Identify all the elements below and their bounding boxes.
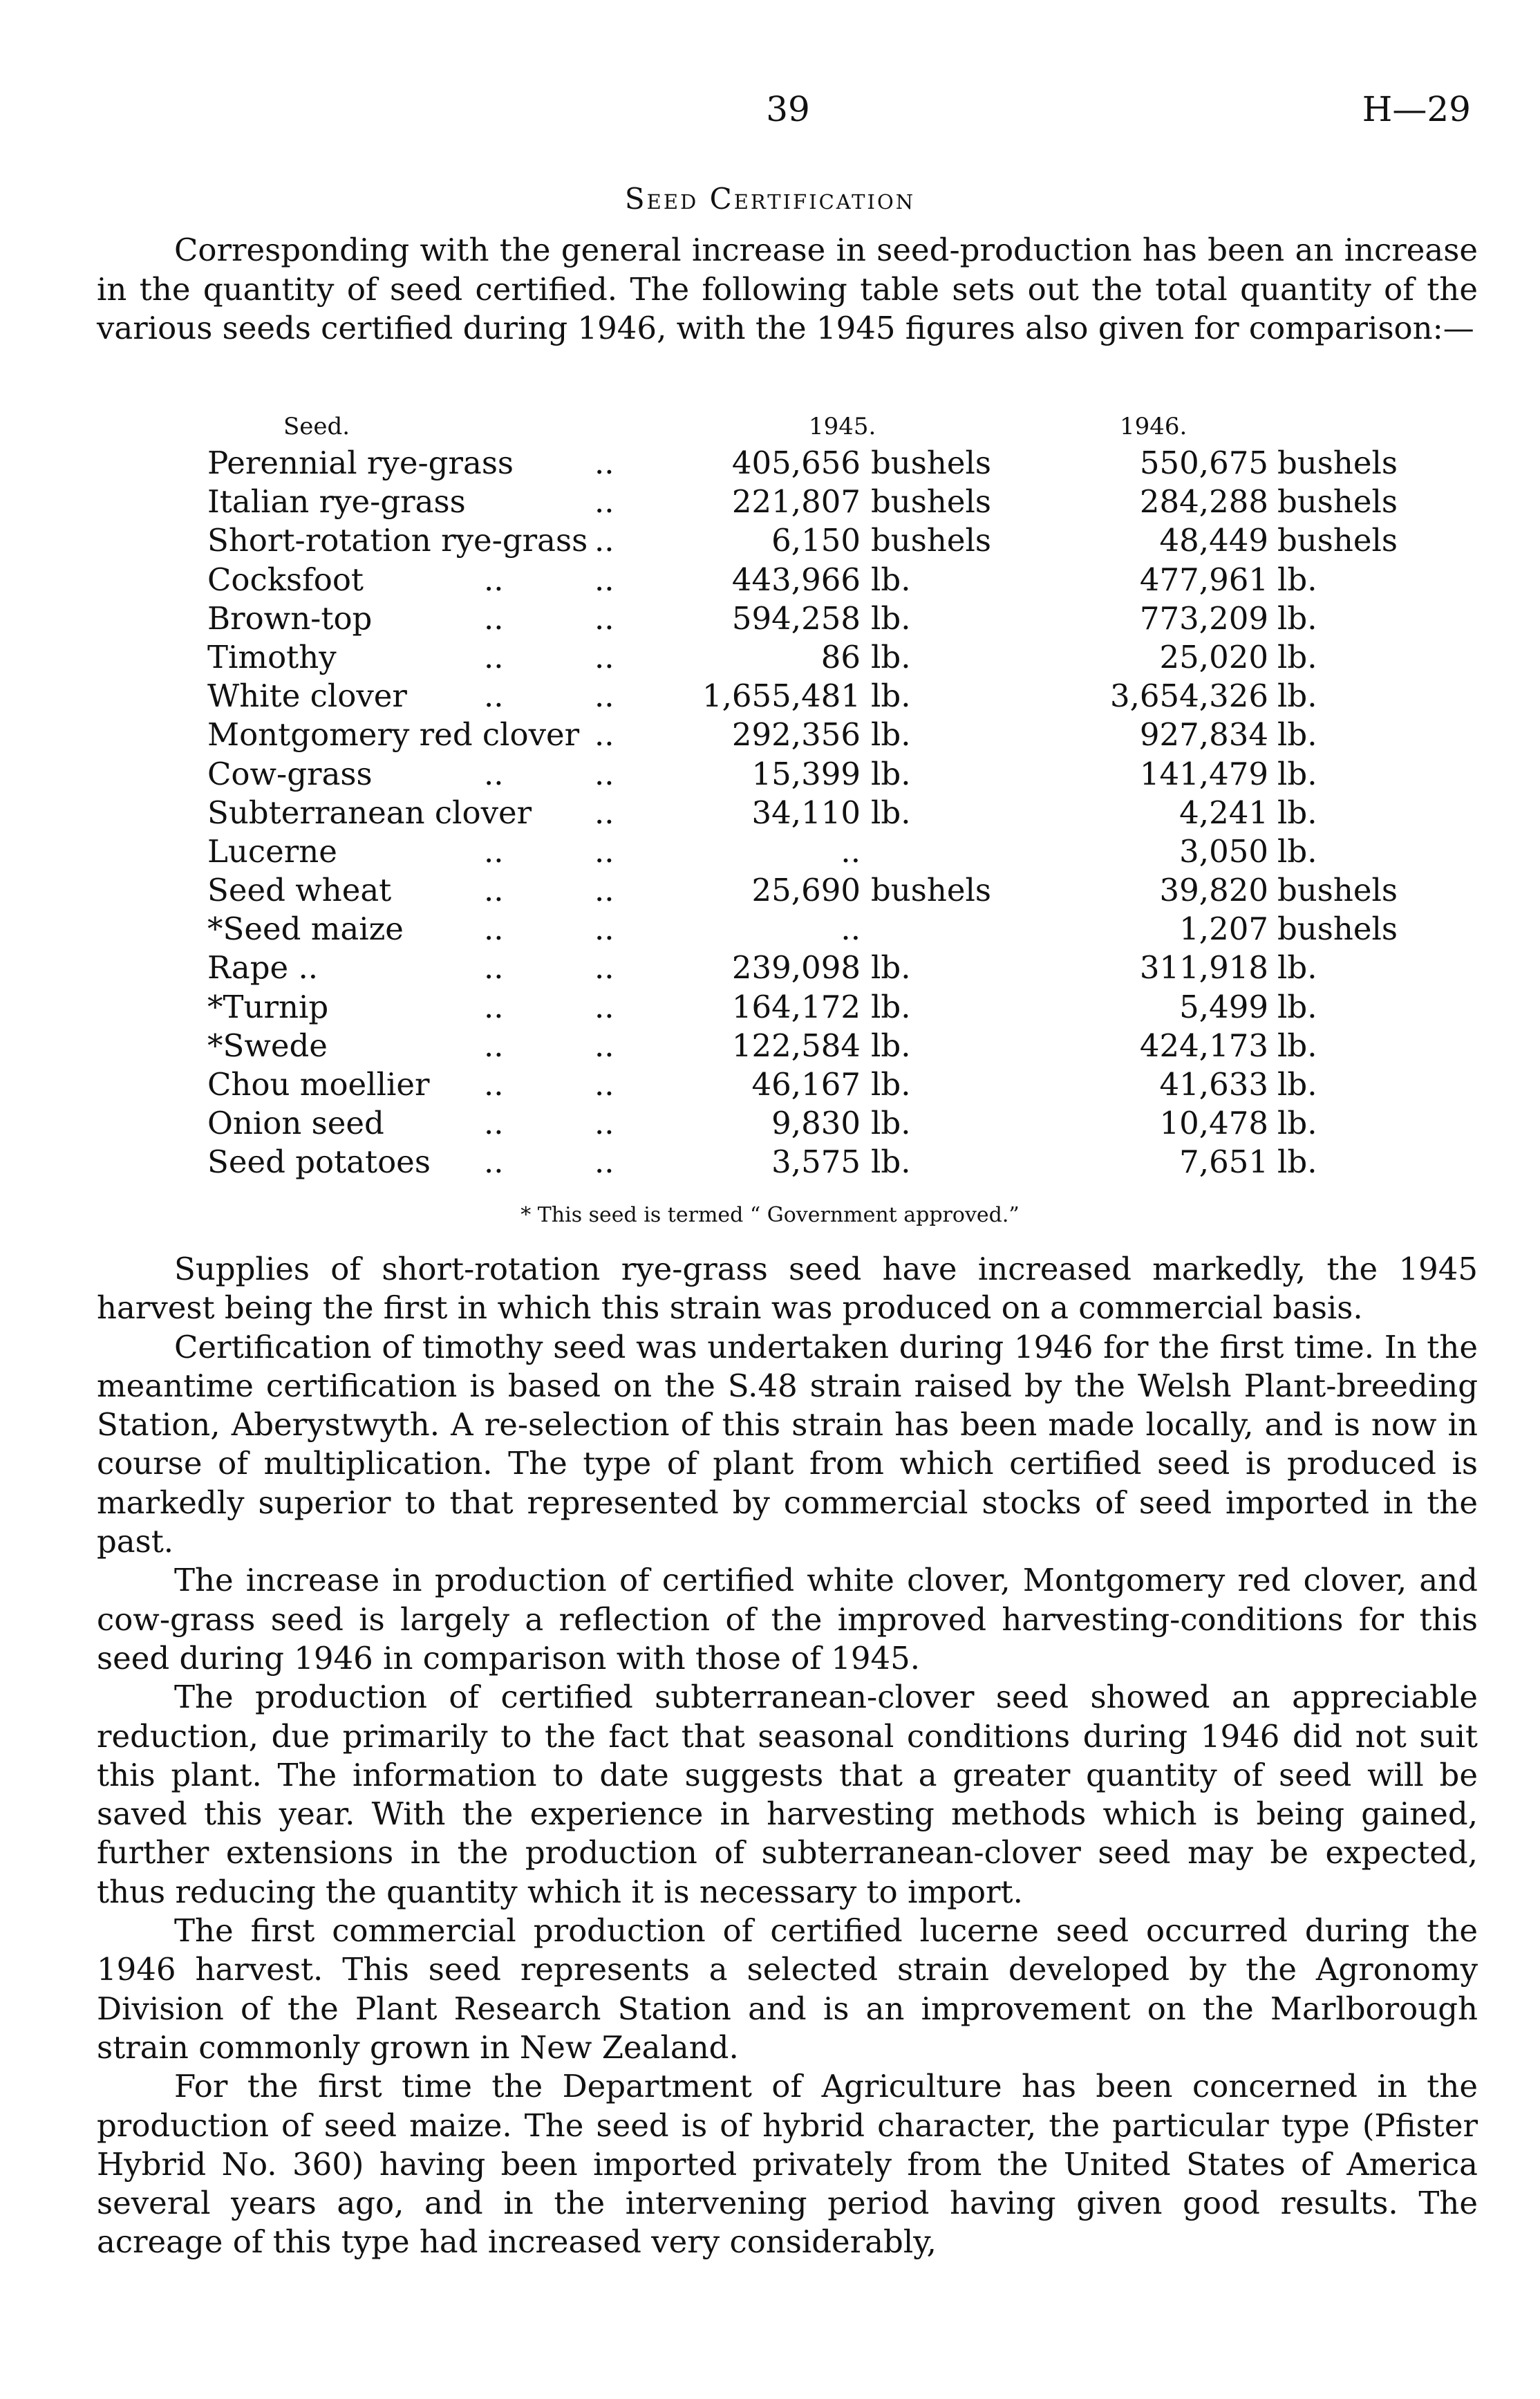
table-body <box>207 444 1398 1182</box>
paragraph-subterranean-clover: The production of certified subterranean-clover seed showed an appreciable reduction, due primarily to the fact that seasonal conditions during 1946 did not suit this plant. The information to date suggests that a greater quantity of seed will be saved this year. With the experience in harvesting methods which is being gained, further extensions in the production of subterranean-clover seed may be expected, thus reducing the quantity which it is necessary to import. <box>97 1679 1478 1910</box>
value-1946-cell: 4,241 <box>1179 794 1268 831</box>
unit-1945-cell: lb. <box>871 1144 911 1181</box>
value-1945-cell: 9,830 <box>771 1105 861 1142</box>
paragraph-short-rotation: Supplies of short-rotation rye-grass seed have increased markedly, the 1945 harvest being the first in which this strain was produced on a commercial basis. <box>97 1251 1478 1327</box>
leader-dots: .. <box>594 561 614 598</box>
intro-paragraph: Corresponding with the general increase in seed-production has been an increase in the quantity of seed certified. The following table sets out the total quantity of the various seeds certified during 1946, with the 1945 figures also given for comparison:— <box>97 232 1478 346</box>
value-1946-cell: 48,449 <box>1159 522 1268 559</box>
unit-1945-cell: lb. <box>871 716 911 754</box>
column-header-1946: 1946. <box>1120 413 1187 440</box>
value-1946-cell: 3,050 <box>1179 832 1268 870</box>
value-1945-cell: 1,655,481 <box>702 678 861 715</box>
paragraph-white-clover: The increase in production of certified white clover, Montgomery red clover, and cow-grass seed is largely a reflection of the improved harvesting-conditions for this seed during 1946 in comparison with those of 1945. <box>97 1562 1478 1677</box>
unit-1946-cell: lb. <box>1277 794 1317 831</box>
seed-name-cell: Lucerne <box>207 832 337 870</box>
leader-dots: .. <box>484 638 504 675</box>
value-1946-cell: 41,633 <box>1159 1066 1268 1103</box>
document-reference: H—29 <box>1362 89 1471 129</box>
table-row <box>207 483 1398 521</box>
value-1946-cell: 39,820 <box>1159 872 1268 909</box>
leader-dots: .. <box>484 988 504 1025</box>
table-row <box>207 1027 1341 1065</box>
leader-dots: .. <box>594 911 614 948</box>
leader-dots: .. <box>594 638 614 675</box>
value-1946-cell: 5,499 <box>1179 988 1268 1025</box>
value-1946-cell: 141,479 <box>1139 755 1268 792</box>
leader-dots: .. <box>484 1144 504 1181</box>
table-footnote: * This seed is termed “ Government approved.” <box>520 1203 1020 1227</box>
table-row <box>207 1143 1341 1182</box>
seed-name-cell: Cocksfoot <box>207 561 364 598</box>
leader-dots: .. <box>484 755 504 792</box>
seed-name-cell: Montgomery red clover <box>207 716 580 754</box>
leader-dots: .. <box>594 949 614 987</box>
unit-1945-cell: bushels <box>871 445 991 481</box>
unit-1946-cell: lb. <box>1277 832 1317 870</box>
leader-dots: .. <box>484 832 504 870</box>
unit-1945-cell: lb. <box>871 638 911 675</box>
leader-dots: .. <box>484 1027 504 1064</box>
leader-dots: .. <box>594 755 614 792</box>
unit-1946-cell: bushels <box>1277 522 1398 559</box>
table-row <box>207 832 1341 871</box>
unit-1946-cell: lb. <box>1277 638 1317 675</box>
seed-name-cell: Chou moellier <box>207 1066 430 1103</box>
value-1945-cell: 3,575 <box>771 1144 861 1181</box>
seed-name-cell: Italian rye-grass <box>207 483 466 521</box>
table-row <box>207 988 1341 1027</box>
seed-name-cell: *Turnip <box>207 988 329 1025</box>
leader-dots: .. <box>594 678 614 715</box>
value-1945-cell: .. <box>841 911 861 948</box>
leader-dots: .. <box>594 832 614 870</box>
leader-dots: .. <box>594 1144 614 1181</box>
unit-1946-cell: lb. <box>1277 599 1317 637</box>
value-1946-cell: 477,961 <box>1139 561 1268 598</box>
unit-1946-cell: bushels <box>1277 445 1398 481</box>
unit-1946-cell: lb. <box>1277 988 1317 1025</box>
seed-name-cell: Perennial rye-grass <box>207 445 514 481</box>
paragraph-seed-maize: For the first time the Department of Agriculture has been concerned in the production of seed maize. The seed is of hybrid character, the particular type (Pfister Hybrid No. 360) having been imported privately from the United States of America several years ago, and in the intervening period having given good results. The acreage of this type had increased very considerably, <box>97 2068 1478 2261</box>
unit-1946-cell: lb. <box>1277 1144 1317 1181</box>
seed-name-cell: Seed potatoes <box>207 1144 431 1181</box>
value-1946-cell: 424,173 <box>1139 1027 1268 1064</box>
unit-1946-cell: lb. <box>1277 1027 1317 1064</box>
seed-name-cell: Subterranean clover <box>207 794 532 831</box>
value-1946-cell: 3,654,326 <box>1109 678 1268 715</box>
value-1946-cell: 311,918 <box>1139 949 1268 987</box>
leader-dots: .. <box>484 678 504 715</box>
value-1945-cell: 122,584 <box>731 1027 861 1064</box>
table-row <box>207 638 1341 677</box>
unit-1945-cell: lb. <box>871 561 911 598</box>
value-1945-cell: .. <box>841 832 861 870</box>
leader-dots: .. <box>594 872 614 909</box>
table-row <box>207 677 1341 716</box>
leader-dots: .. <box>594 1066 614 1103</box>
unit-1945-cell: lb. <box>871 755 911 792</box>
value-1945-cell: 594,258 <box>731 599 861 637</box>
unit-1945-cell: lb. <box>871 1027 911 1064</box>
unit-1945-cell: lb. <box>871 988 911 1025</box>
unit-1946-cell: lb. <box>1277 678 1317 715</box>
table-row <box>207 716 1341 754</box>
seed-name-cell: *Swede <box>207 1027 328 1064</box>
unit-1945-cell: lb. <box>871 1066 911 1103</box>
unit-1946-cell: bushels <box>1277 872 1398 909</box>
table-row <box>207 755 1341 794</box>
unit-1945-cell: lb. <box>871 678 911 715</box>
table-row <box>207 599 1341 638</box>
leader-dots: .. <box>594 599 614 637</box>
seed-name-cell: Brown-top <box>207 599 373 637</box>
unit-1945-cell: lb. <box>871 794 911 831</box>
leader-dots: .. <box>484 561 504 598</box>
seed-name-cell: Cow-grass <box>207 755 373 792</box>
table-row <box>207 949 1341 987</box>
value-1946-cell: 10,478 <box>1159 1105 1268 1142</box>
table-row <box>207 910 1398 949</box>
paragraph-lucerne: The first commercial production of certified lucerne seed occurred during the 1946 harvest. This seed represents a selected strain developed by the Agronomy Division of the Plant Research Station and is an improvement on the Marlborough strain commonly grown in New Zealand. <box>97 1912 1478 2066</box>
leader-dots: .. <box>594 1105 614 1142</box>
column-header-1945: 1945. <box>809 413 876 440</box>
unit-1946-cell: lb. <box>1277 561 1317 598</box>
value-1946-cell: 1,207 <box>1179 911 1268 948</box>
value-1945-cell: 15,399 <box>751 755 861 792</box>
seed-name-cell: Timothy <box>207 638 337 675</box>
table-row <box>207 1065 1341 1104</box>
unit-1945-cell: lb. <box>871 599 911 637</box>
unit-1945-cell: bushels <box>871 483 991 521</box>
seed-name-cell: Rape .. <box>207 949 319 987</box>
value-1945-cell: 46,167 <box>751 1066 861 1103</box>
table-row <box>207 1104 1341 1143</box>
value-1946-cell: 550,675 <box>1139 445 1268 481</box>
leader-dots: .. <box>484 911 504 948</box>
leader-dots: .. <box>594 1027 614 1064</box>
value-1945-cell: 405,656 <box>731 445 861 481</box>
table-row <box>207 444 1398 483</box>
leader-dots: .. <box>484 1066 504 1103</box>
seed-name-cell: White clover <box>207 678 407 715</box>
unit-1945-cell: lb. <box>871 949 911 987</box>
seed-name-cell: Short-rotation rye-grass <box>207 522 588 559</box>
value-1945-cell: 239,098 <box>731 949 861 987</box>
unit-1946-cell: lb. <box>1277 1105 1317 1142</box>
section-title: Seed Certification <box>624 182 916 216</box>
body-text <box>97 1250 1478 2262</box>
seed-name-cell: Onion seed <box>207 1105 384 1142</box>
paragraph-timothy: Certification of timothy seed was undertaken during 1946 for the first time. In the meantime certification is based on the S.48 strain raised by the Welsh Plant-breeding Station, Aberystwyth. A re-selection of this strain has been made locally, and is now in course of multiplication. The type of plant from which certified seed is produced is markedly superior to that represented by commercial stocks of seed imported in the past. <box>97 1328 1478 1560</box>
leader-dots: .. <box>484 1105 504 1142</box>
seed-name-cell: Seed wheat <box>207 872 392 909</box>
value-1945-cell: 6,150 <box>771 522 861 559</box>
value-1945-cell: 86 <box>820 638 861 675</box>
table-row <box>207 871 1398 910</box>
leader-dots: .. <box>594 794 614 831</box>
unit-1946-cell: lb. <box>1277 716 1317 754</box>
value-1945-cell: 221,807 <box>731 483 861 521</box>
seed-name-cell: *Seed maize <box>207 911 404 948</box>
unit-1946-cell: bushels <box>1277 483 1398 521</box>
table-row <box>207 561 1341 599</box>
table-row <box>207 794 1341 832</box>
value-1945-cell: 292,356 <box>731 716 861 754</box>
value-1946-cell: 284,288 <box>1139 483 1268 521</box>
value-1946-cell: 927,834 <box>1139 716 1268 754</box>
value-1946-cell: 7,651 <box>1179 1144 1268 1181</box>
unit-1945-cell: bushels <box>871 522 991 559</box>
leader-dots: .. <box>594 483 614 521</box>
value-1945-cell: 164,172 <box>731 988 861 1025</box>
leader-dots: .. <box>484 872 504 909</box>
value-1945-cell: 25,690 <box>751 872 861 909</box>
unit-1946-cell: lb. <box>1277 949 1317 987</box>
unit-1946-cell: bushels <box>1277 911 1398 948</box>
unit-1946-cell: lb. <box>1277 1066 1317 1103</box>
leader-dots: .. <box>484 599 504 637</box>
leader-dots: .. <box>484 949 504 987</box>
column-header-seed: Seed. <box>283 413 350 440</box>
page-number: 39 <box>766 89 810 129</box>
value-1946-cell: 25,020 <box>1159 638 1268 675</box>
seed-certification-table <box>207 409 1398 1182</box>
value-1945-cell: 34,110 <box>751 794 861 831</box>
leader-dots: .. <box>594 988 614 1025</box>
unit-1945-cell: bushels <box>871 872 991 909</box>
table-header-row <box>207 409 1341 444</box>
leader-dots: .. <box>594 716 614 754</box>
leader-dots: .. <box>594 445 614 481</box>
leader-dots: .. <box>594 522 614 559</box>
value-1945-cell: 443,966 <box>731 561 861 598</box>
unit-1946-cell: lb. <box>1277 755 1317 792</box>
value-1946-cell: 773,209 <box>1139 599 1268 637</box>
table-row <box>207 521 1398 560</box>
unit-1945-cell: lb. <box>871 1105 911 1142</box>
